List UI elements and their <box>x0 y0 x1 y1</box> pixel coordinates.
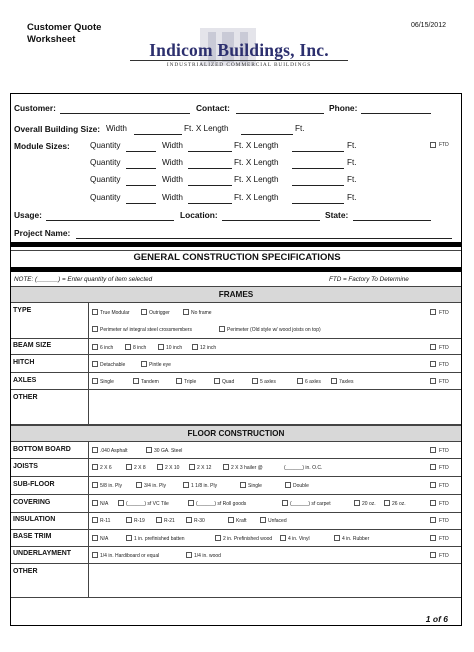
section-divider <box>11 242 461 247</box>
subfloor-single-checkbox[interactable] <box>240 482 246 488</box>
option-label: 30 GA. Steel <box>154 448 183 454</box>
option-label: 1 1/8 in. Ply <box>191 483 218 489</box>
page-number: 1 of 6 <box>425 614 448 624</box>
option-label: 2 X 10 <box>165 465 180 471</box>
module-length-field[interactable] <box>292 151 344 152</box>
beam-10-checkbox[interactable] <box>158 344 164 350</box>
state-field[interactable] <box>353 220 431 221</box>
hitch-pintle-checkbox[interactable] <box>141 361 147 367</box>
general-spec-heading: GENERAL CONSTRUCTION SPECIFICATIONS <box>133 252 341 263</box>
insulation-r19-checkbox[interactable] <box>126 517 132 523</box>
hitch-ftd-checkbox[interactable] <box>430 361 436 367</box>
ftd-label: FTD <box>439 310 449 316</box>
frames-heading: FRAMES <box>218 290 254 299</box>
option-label: R-30 <box>194 518 205 524</box>
insulation-ftd-checkbox[interactable] <box>430 517 436 523</box>
module-length-field[interactable] <box>292 185 344 186</box>
trim-ftd-checkbox[interactable] <box>430 535 436 541</box>
option-label: Tandem <box>141 379 159 385</box>
option-label: 10 inch <box>166 345 183 351</box>
axles-ftd-checkbox[interactable] <box>430 378 436 384</box>
option-label: 3/4 in. Ply <box>144 483 166 489</box>
trim-rubber-checkbox[interactable] <box>334 535 340 541</box>
overall-ft-label: Ft. <box>295 124 305 133</box>
state-label: State: <box>325 210 349 220</box>
joists-spacing-field[interactable]: (______) in. O.C. <box>284 465 323 471</box>
module-length-label: Ft. X Length <box>234 141 279 150</box>
ftd-label: FTD <box>439 518 449 524</box>
module-quantity-label: Quantity <box>90 175 121 184</box>
ftd-label: FTD <box>439 501 449 507</box>
option-label: R-21 <box>164 518 175 524</box>
module-length-field[interactable] <box>292 168 344 169</box>
option-label: Single <box>100 379 114 385</box>
option-label: 5/8 in. Ply <box>100 483 122 489</box>
project-name-label: Project Name: <box>14 228 71 238</box>
row-label-other: OTHER <box>13 394 38 401</box>
overall-size-label: Overall Building Size: <box>14 124 101 134</box>
contact-label: Contact: <box>196 103 230 113</box>
option-label: N/A <box>100 536 109 542</box>
option-label: 2 X 8 <box>134 465 146 471</box>
row-label-axles: AXLES <box>13 377 37 384</box>
option-label: 2 X 12 <box>197 465 212 471</box>
option-label: Double <box>293 483 309 489</box>
ftd-label: FTD <box>439 553 449 559</box>
option-label: 1 in. prefinished batten <box>134 536 185 542</box>
row-label-bottom-board: BOTTOM BOARD <box>13 446 71 453</box>
company-tagline: INDUSTRIALIZED COMMERCIAL BUILDINGS <box>130 60 348 68</box>
location-field[interactable] <box>222 220 320 221</box>
option-label: Quad <box>222 379 235 385</box>
overall-width-label: Width <box>106 124 127 133</box>
axles-triple-checkbox[interactable] <box>176 378 182 384</box>
beam-6-checkbox[interactable] <box>92 344 98 350</box>
project-name-field[interactable] <box>76 238 452 239</box>
subfloor-ftd-checkbox[interactable] <box>430 482 436 488</box>
type-no-frame-checkbox[interactable] <box>183 309 189 315</box>
module-length-field[interactable] <box>292 203 344 204</box>
module-length-label: Ft. X Length <box>234 175 279 184</box>
company-name: Indicom Buildings, Inc. <box>149 40 329 60</box>
option-label: 2 X 3 hailer @ <box>231 465 263 471</box>
customer-field[interactable] <box>60 113 190 114</box>
option-label: 4 in. Rubber <box>342 536 370 542</box>
type-ftd-checkbox[interactable] <box>430 309 436 315</box>
option-label: 1/4 in. wood <box>194 553 221 559</box>
module-quantity-label: Quantity <box>90 158 121 167</box>
module-width-field[interactable] <box>188 168 232 169</box>
bottom-board-steel-checkbox[interactable] <box>146 447 152 453</box>
covering-20oz-checkbox[interactable] <box>354 500 360 506</box>
overall-length-field[interactable] <box>241 134 293 135</box>
module-length-label: Ft. X Length <box>234 193 279 202</box>
module-width-field[interactable] <box>188 185 232 186</box>
axles-5-checkbox[interactable] <box>252 378 258 384</box>
row-label-joists: JOISTS <box>13 463 38 470</box>
option-label: 2 X 6 <box>100 465 112 471</box>
module-length-label: Ft. X Length <box>234 158 279 167</box>
subfloor-34-checkbox[interactable] <box>136 482 142 488</box>
row-label-covering: COVERING <box>13 499 51 506</box>
joists-2x8-checkbox[interactable] <box>126 464 132 470</box>
underlay-hardiboard-checkbox[interactable] <box>92 552 98 558</box>
section-divider <box>11 267 461 272</box>
option-label: 4 in. Vinyl <box>288 536 310 542</box>
row-label-type: TYPE <box>13 307 32 314</box>
frames-band <box>11 286 461 303</box>
contact-field[interactable] <box>236 113 324 114</box>
ftd-label: FTD <box>439 345 449 351</box>
covering-ftd-checkbox[interactable] <box>430 500 436 506</box>
phone-label: Phone: <box>329 103 358 113</box>
beam-ftd-checkbox[interactable] <box>430 344 436 350</box>
insulation-unfaced-checkbox[interactable] <box>260 517 266 523</box>
insulation-kraft-checkbox[interactable] <box>228 517 234 523</box>
location-label: Location: <box>180 210 218 220</box>
option-label: .040 Asphalt <box>100 448 128 454</box>
option-label: True Modular <box>100 310 130 316</box>
option-label: Unfaced <box>268 518 287 524</box>
axles-tandem-checkbox[interactable] <box>133 378 139 384</box>
trim-na-checkbox[interactable] <box>92 535 98 541</box>
axles-7-checkbox[interactable] <box>331 378 337 384</box>
row-label-base-trim: BASE TRIM <box>13 533 52 540</box>
option-label: Perimeter w/ integral steel crossmembers <box>100 327 192 333</box>
module-ft-label: Ft. <box>347 175 357 184</box>
ftd-note: FTD = Factory To Determine <box>329 276 409 283</box>
floor-band <box>11 425 461 442</box>
beam-12-checkbox[interactable] <box>192 344 198 350</box>
trim-vinyl-checkbox[interactable] <box>280 535 286 541</box>
insulation-r30-checkbox[interactable] <box>186 517 192 523</box>
ftd-label: FTD <box>439 379 449 385</box>
module-width-field[interactable] <box>188 151 232 152</box>
option-label: 12 inch <box>200 345 217 351</box>
subfloor-double-checkbox[interactable] <box>285 482 291 488</box>
module-ft-label: Ft. <box>347 141 357 150</box>
module-ft-label: Ft. <box>347 193 357 202</box>
option-label: Triple <box>184 379 197 385</box>
usage-field[interactable] <box>46 220 174 221</box>
insulation-r11-checkbox[interactable] <box>92 517 98 523</box>
option-label: (______) sf carpet <box>290 501 331 507</box>
axles-single-checkbox[interactable] <box>92 378 98 384</box>
module-quantity-field[interactable] <box>126 151 156 152</box>
module-sizes-label: Module Sizes: <box>14 141 70 151</box>
row-label-underlayment: UNDERLAYMENT <box>13 550 72 557</box>
type-outrigger-checkbox[interactable] <box>141 309 147 315</box>
option-label: 6 inch <box>100 345 114 351</box>
ftd-label: FTD <box>439 465 449 471</box>
type-true-modular-checkbox[interactable] <box>92 309 98 315</box>
hitch-detachable-checkbox[interactable] <box>92 361 98 367</box>
subfloor-58-checkbox[interactable] <box>92 482 98 488</box>
bottom-board-ftd-checkbox[interactable] <box>430 447 436 453</box>
axles-quad-checkbox[interactable] <box>214 378 220 384</box>
option-label: 5 axles <box>260 379 276 385</box>
option-label: (______) sf Roll goods <box>196 501 247 507</box>
document-title: Customer Quote Worksheet <box>27 22 102 45</box>
ftd-label: FTD <box>439 536 449 542</box>
option-label: Pintle eye <box>149 362 171 368</box>
option-label: 6 axles <box>305 379 321 385</box>
row-label-other: OTHER <box>13 568 38 575</box>
option-label: No frame <box>191 310 212 316</box>
overall-length-label: Ft. X Length <box>184 124 229 133</box>
joists-2x10-checkbox[interactable] <box>157 464 163 470</box>
insulation-r21-checkbox[interactable] <box>156 517 162 523</box>
module-ft-label: Ft. <box>347 158 357 167</box>
module-quantity-field[interactable] <box>126 185 156 186</box>
module-quantity-field[interactable] <box>126 168 156 169</box>
covering-carpet-checkbox[interactable] <box>282 500 288 506</box>
row-label-hitch: HITCH <box>13 359 35 366</box>
document-date: 06/15/2012 <box>410 22 446 29</box>
underlay-wood-checkbox[interactable] <box>186 552 192 558</box>
option-label: Perimeter (Old style w/ wood joists on top) <box>227 327 321 333</box>
option-label: R-19 <box>134 518 145 524</box>
row-label-beam-size: BEAM SIZE <box>13 342 52 349</box>
option-label: Single <box>248 483 262 489</box>
module-width-label: Width <box>162 158 183 167</box>
module-width-field[interactable] <box>188 203 232 204</box>
customer-label: Customer: <box>14 103 56 113</box>
joists-2x12-checkbox[interactable] <box>189 464 195 470</box>
subfloor-118-checkbox[interactable] <box>183 482 189 488</box>
module-ftd-label: FTD <box>439 142 449 148</box>
module-width-label: Width <box>162 193 183 202</box>
trim-wood-checkbox[interactable] <box>215 535 221 541</box>
floor-heading: FLOOR CONSTRUCTION <box>187 429 285 438</box>
bottom-board-asphalt-checkbox[interactable] <box>92 447 98 453</box>
option-label: 8 inch <box>133 345 147 351</box>
option-label: Detachable <box>100 362 126 368</box>
row-label-sub-floor: SUB-FLOOR <box>13 481 55 488</box>
joists-ftd-checkbox[interactable] <box>430 464 436 470</box>
joists-nailer-checkbox[interactable] <box>223 464 229 470</box>
trim-batten-checkbox[interactable] <box>126 535 132 541</box>
joists-2x6-checkbox[interactable] <box>92 464 98 470</box>
option-label: 26 oz. <box>392 501 406 507</box>
ftd-label: FTD <box>439 483 449 489</box>
option-label: 20 oz. <box>362 501 376 507</box>
type-perimeter-integral-checkbox[interactable] <box>92 326 98 332</box>
option-label: 7axles <box>339 379 354 385</box>
underlay-ftd-checkbox[interactable] <box>430 552 436 558</box>
module-quantity-label: Quantity <box>90 193 121 202</box>
covering-26oz-checkbox[interactable] <box>384 500 390 506</box>
covering-na-checkbox[interactable] <box>92 500 98 506</box>
module-ftd-checkbox[interactable] <box>430 142 436 148</box>
quantity-note: NOTE: (______) = Enter quantity of item selected <box>14 276 153 283</box>
ftd-label: FTD <box>439 362 449 368</box>
phone-field[interactable] <box>361 113 431 114</box>
module-quantity-field[interactable] <box>126 203 156 204</box>
usage-label: Usage: <box>14 210 42 220</box>
covering-vct-checkbox[interactable] <box>118 500 124 506</box>
option-label: (______) sf VC Tile <box>126 501 169 507</box>
option-label: 1/4 in. Hardiboard or equal <box>100 553 160 559</box>
module-width-label: Width <box>162 141 183 150</box>
overall-width-field[interactable] <box>134 134 182 135</box>
option-label: Outrigger <box>149 310 170 316</box>
type-perimeter-old-checkbox[interactable] <box>219 326 225 332</box>
module-quantity-label: Quantity <box>90 141 121 150</box>
option-label: R-11 <box>100 518 111 524</box>
module-width-label: Width <box>162 175 183 184</box>
option-label: N/A <box>100 501 109 507</box>
beam-8-checkbox[interactable] <box>125 344 131 350</box>
axles-6-checkbox[interactable] <box>297 378 303 384</box>
row-label-insulation: INSULATION <box>13 516 56 523</box>
ftd-label: FTD <box>439 448 449 454</box>
covering-roll-checkbox[interactable] <box>188 500 194 506</box>
option-label: Kraft <box>236 518 247 524</box>
option-label: 2 in. Prefinished wood <box>223 536 273 542</box>
